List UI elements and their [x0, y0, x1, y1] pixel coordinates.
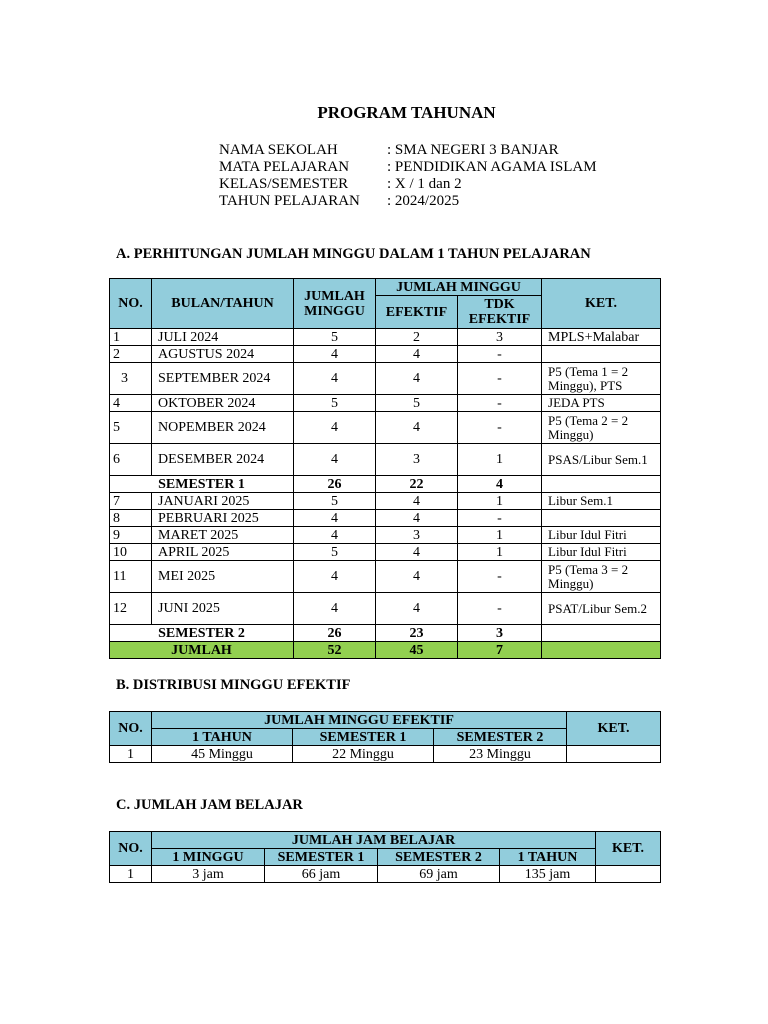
total-row: [110, 642, 661, 659]
header-jumlah-minggu: JUMLAH MINGGU: [294, 279, 376, 329]
total-tdk: 7: [458, 642, 542, 659]
info-value: : PENDIDIKAN AGAMA ISLAM: [387, 159, 597, 175]
semester-2-jumlah: 26: [294, 625, 376, 642]
cell-efektif: 4: [376, 561, 458, 593]
cell-semester-1: 66 jam: [265, 866, 378, 883]
cell-bulan: SEPTEMBER 2024: [152, 363, 294, 395]
info-value: : X / 1 dan 2: [387, 176, 462, 192]
total-ket: [542, 642, 661, 659]
info-label: NAMA SEKOLAH: [219, 142, 338, 158]
cell-no: 10: [110, 544, 152, 561]
cell-no: 3: [110, 363, 152, 395]
cell-1-tahun: 45 Minggu: [152, 746, 293, 763]
cell-no: 9: [110, 527, 152, 544]
info-row: [219, 142, 597, 159]
table-row: [110, 412, 661, 444]
header-1-tahun: 1 TAHUN: [500, 849, 596, 866]
info-value: : 2024/2025: [387, 193, 460, 209]
header-semester-2: SEMESTER 2: [378, 849, 500, 866]
cell-tdk: 1: [458, 444, 542, 476]
cell-efektif: 4: [376, 544, 458, 561]
table-row: [110, 329, 661, 346]
cell-1-minggu: 3 jam: [152, 866, 265, 883]
cell-ket: Libur Sem.1: [542, 493, 661, 510]
cell-bulan: AGUSTUS 2024: [152, 346, 294, 363]
cell-no: 1: [110, 746, 152, 763]
cell-efektif: 3: [376, 527, 458, 544]
cell-ket: P5 (Tema 2 = 2 Minggu): [542, 412, 661, 444]
semester-2-ket: [542, 625, 661, 642]
cell-efektif: 4: [376, 346, 458, 363]
cell-tdk: -: [458, 346, 542, 363]
header-tdk-efektif: TDK EFEKTIF: [458, 296, 542, 329]
info-row: [219, 176, 597, 193]
info-label: KELAS/SEMESTER: [219, 176, 349, 192]
cell-tdk: 1: [458, 544, 542, 561]
cell-bulan: DESEMBER 2024: [152, 444, 294, 476]
info-row: [219, 193, 597, 210]
header-group: JUMLAH MINGGU: [376, 279, 542, 296]
cell-no: 11: [110, 561, 152, 593]
cell-jumlah: 4: [294, 444, 376, 476]
cell-no: 1: [110, 329, 152, 346]
header-ket: KET.: [567, 712, 661, 746]
cell-ket: P5 (Tema 3 = 2 Minggu): [542, 561, 661, 593]
cell-jumlah: 4: [294, 412, 376, 444]
cell-ket: [542, 510, 661, 527]
cell-efektif: 4: [376, 510, 458, 527]
cell-jumlah: 4: [294, 561, 376, 593]
section-a-heading: A. PERHITUNGAN JUMLAH MINGGU DALAM 1 TAHUN PELAJARAN: [116, 246, 591, 262]
semester-2-tdk: 3: [458, 625, 542, 642]
semester-1-efektif: 22: [376, 476, 458, 493]
header-no: NO.: [110, 279, 152, 329]
semester-1-jumlah: 26: [294, 476, 376, 493]
table-row: [110, 493, 661, 510]
cell-efektif: 3: [376, 444, 458, 476]
cell-efektif: 4: [376, 412, 458, 444]
header-group: JUMLAH MINGGU EFEKTIF: [152, 712, 567, 729]
cell-jumlah: 4: [294, 363, 376, 395]
cell-tdk: 3: [458, 329, 542, 346]
cell-ket: [567, 746, 661, 763]
cell-tdk: -: [458, 412, 542, 444]
page-title: PROGRAM TAHUNAN: [317, 103, 496, 122]
table-row: [110, 561, 661, 593]
table-row: [110, 746, 661, 763]
cell-no: 12: [110, 593, 152, 625]
cell-bulan: JUNI 2025: [152, 593, 294, 625]
cell-efektif: 4: [376, 493, 458, 510]
cell-jumlah: 4: [294, 527, 376, 544]
header-1-tahun: 1 TAHUN: [152, 729, 293, 746]
cell-ket: Libur Idul Fitri: [542, 527, 661, 544]
header-ket: KET.: [596, 832, 661, 866]
cell-efektif: 4: [376, 363, 458, 395]
cell-jumlah: 5: [294, 395, 376, 412]
hours-table: [109, 831, 661, 883]
cell-bulan: PEBRUARI 2025: [152, 510, 294, 527]
info-row: [219, 159, 597, 176]
cell-jumlah: 4: [294, 510, 376, 527]
header-efektif: EFEKTIF: [376, 296, 458, 329]
table-row: [110, 510, 661, 527]
cell-tdk: 1: [458, 493, 542, 510]
cell-tdk: -: [458, 561, 542, 593]
cell-jumlah: 5: [294, 329, 376, 346]
table-row: [110, 527, 661, 544]
cell-tdk: 1: [458, 527, 542, 544]
header-semester-2: SEMESTER 2: [434, 729, 567, 746]
section-b-heading: B. DISTRIBUSI MINGGU EFEKTIF: [116, 677, 351, 693]
cell-semester-2: 69 jam: [378, 866, 500, 883]
cell-jumlah: 4: [294, 593, 376, 625]
cell-no: 2: [110, 346, 152, 363]
cell-ket: MPLS+Malabar: [542, 329, 661, 346]
cell-jumlah: 5: [294, 493, 376, 510]
table-row: [110, 866, 661, 883]
cell-efektif: 2: [376, 329, 458, 346]
cell-tdk: -: [458, 395, 542, 412]
table-row: [110, 363, 661, 395]
total-label: JUMLAH: [110, 642, 294, 659]
info-value: : SMA NEGERI 3 BANJAR: [387, 142, 559, 158]
header-1-minggu: 1 MINGGU: [152, 849, 265, 866]
school-info: [219, 142, 597, 210]
cell-bulan: NOPEMBER 2024: [152, 412, 294, 444]
cell-tdk: -: [458, 593, 542, 625]
table-row: [110, 444, 661, 476]
info-label: TAHUN PELAJARAN: [219, 193, 360, 209]
table-row: [110, 593, 661, 625]
cell-bulan: MEI 2025: [152, 561, 294, 593]
semester-2-label: SEMESTER 2: [110, 625, 294, 642]
total-efektif: 45: [376, 642, 458, 659]
semester-2-row: [110, 625, 661, 642]
cell-jumlah: 4: [294, 346, 376, 363]
cell-1-tahun: 135 jam: [500, 866, 596, 883]
header-no: NO.: [110, 712, 152, 746]
cell-efektif: 4: [376, 593, 458, 625]
header-no: NO.: [110, 832, 152, 866]
cell-no: 8: [110, 510, 152, 527]
cell-semester-1: 22 Minggu: [293, 746, 434, 763]
cell-tdk: -: [458, 363, 542, 395]
table-row: [110, 395, 661, 412]
section-c-heading: C. JUMLAH JAM BELAJAR: [116, 797, 303, 813]
distribution-table: [109, 711, 661, 763]
header-semester-1: SEMESTER 1: [265, 849, 378, 866]
cell-jumlah: 5: [294, 544, 376, 561]
cell-no: 5: [110, 412, 152, 444]
cell-ket: PSAT/Libur Sem.2: [542, 593, 661, 625]
info-label: MATA PELAJARAN: [219, 159, 350, 175]
cell-ket: P5 (Tema 1 = 2 Minggu), PTS: [542, 363, 661, 395]
cell-no: 6: [110, 444, 152, 476]
weeks-table: [109, 278, 661, 659]
cell-ket: Libur Idul Fitri: [542, 544, 661, 561]
total-jumlah: 52: [294, 642, 376, 659]
semester-1-tdk: 4: [458, 476, 542, 493]
cell-no: 4: [110, 395, 152, 412]
cell-bulan: APRIL 2025: [152, 544, 294, 561]
cell-bulan: MARET 2025: [152, 527, 294, 544]
cell-bulan: JANUARI 2025: [152, 493, 294, 510]
cell-no: 1: [110, 866, 152, 883]
cell-bulan: OKTOBER 2024: [152, 395, 294, 412]
header-ket: KET.: [542, 279, 661, 329]
semester-1-ket: [542, 476, 661, 493]
table-row: [110, 346, 661, 363]
cell-ket: JEDA PTS: [542, 395, 661, 412]
header-semester-1: SEMESTER 1: [293, 729, 434, 746]
cell-tdk: -: [458, 510, 542, 527]
semester-2-efektif: 23: [376, 625, 458, 642]
semester-1-label: SEMESTER 1: [110, 476, 294, 493]
cell-no: 7: [110, 493, 152, 510]
table-row: [110, 544, 661, 561]
header-bulan: BULAN/TAHUN: [152, 279, 294, 329]
cell-ket: PSAS/Libur Sem.1: [542, 444, 661, 476]
cell-semester-2: 23 Minggu: [434, 746, 567, 763]
semester-1-row: [110, 476, 661, 493]
cell-bulan: JULI 2024: [152, 329, 294, 346]
header-group: JUMLAH JAM BELAJAR: [152, 832, 596, 849]
cell-ket: [596, 866, 661, 883]
cell-efektif: 5: [376, 395, 458, 412]
cell-ket: [542, 346, 661, 363]
